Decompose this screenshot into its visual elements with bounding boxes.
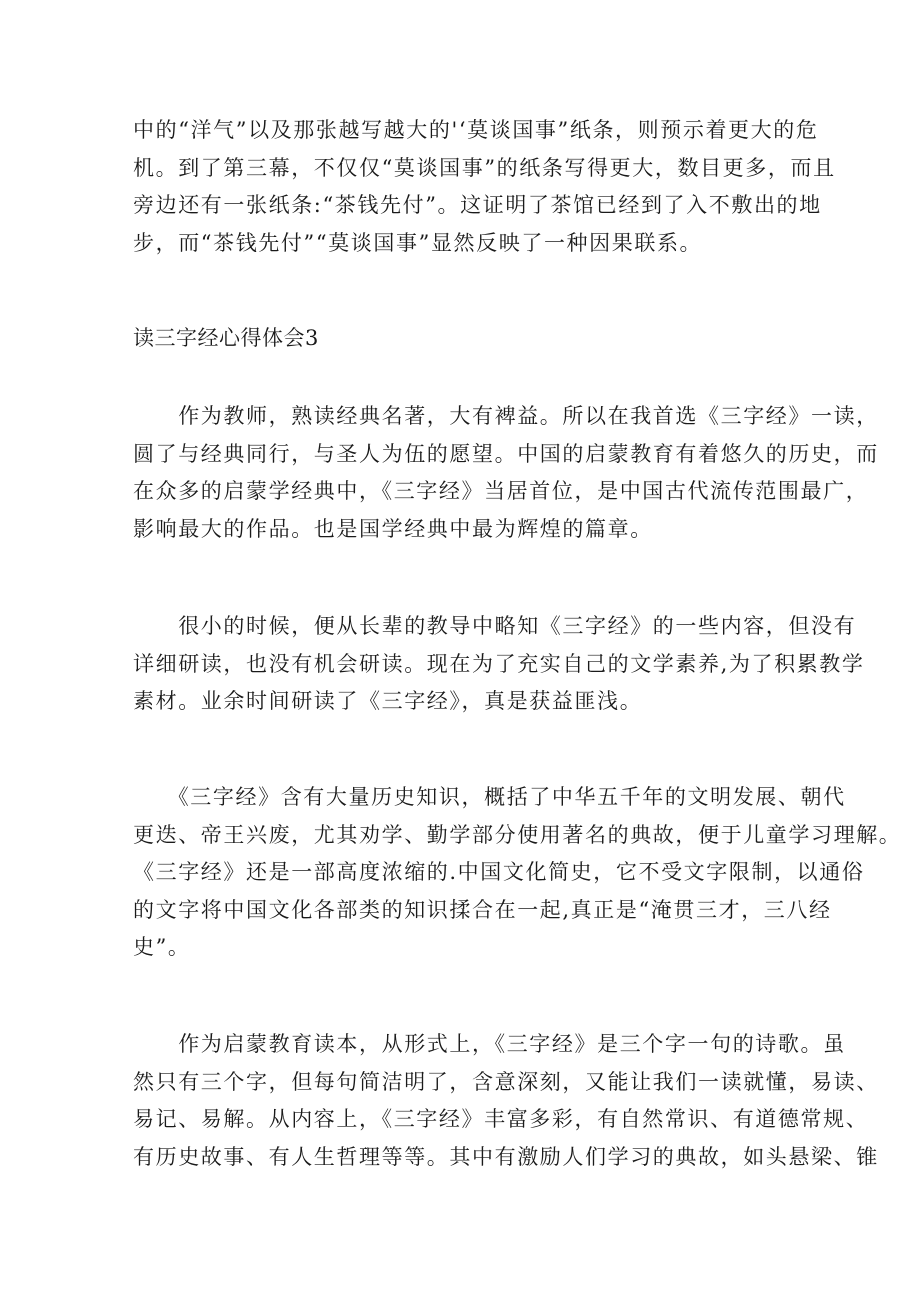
text-line: 的文字将中国文化各部类的知识揉合在一起,真正是“淹贯三才，三八经 <box>133 897 832 922</box>
text-line: 易记、易解。从内容上，《三字经》丰富多彩，有自然常识、有道德常规、 <box>133 1107 869 1131</box>
paragraph-history <box>133 779 902 967</box>
text-line: 《三字经》含有大量历史知识，概括了中华五千年的文明发展、朝代 <box>133 785 846 809</box>
text-line: 然只有三个字，但每句简洁明了，含意深刻，又能让我们一读就懂，易读、 <box>133 1069 879 1094</box>
text-line: 有历史故事、有人生哲理等等。其中有激励人们学习的典故，如头悬梁、锥 <box>133 1144 879 1169</box>
text-line: 步，而“茶钱先付”“莫谈国事”显然反映了一种因果联系。 <box>133 230 703 255</box>
text-line: 史”。 <box>133 935 191 959</box>
paragraph-teacher <box>133 398 879 548</box>
section-heading: 读三字经心得体会3 <box>133 326 319 350</box>
text-line: 更迭、帝王兴废，尤其劝学、勤学部分使用著名的典故，便于儿童学习理解。 <box>133 822 902 847</box>
text-line: 素材。业余时间研读了《三字经》，真是获益匪浅。 <box>133 689 643 713</box>
text-line: 中的“洋气”以及那张越写越大的'‘莫谈国事”纸条，则预示着更大的危 <box>133 118 819 142</box>
text-line: 在众多的启蒙学经典中，《三字经》当居首位，是中国古代流传范围最广， <box>133 479 869 503</box>
text-line: 机。到了第三幕，不仅仅“莫谈国事”的纸条写得更大，数目更多，而且 <box>133 155 836 180</box>
text-line: 作为教师，熟读经典名著，大有裨益。所以在我首选《三字经》一读， <box>133 404 879 428</box>
text-line: 很小的时候，便从长辈的教导中略知《三字经》的一些内容，但没有 <box>133 614 857 638</box>
text-line: 旁边还有一张纸条:“茶钱先付”。这证明了茶馆已经到了入不敷出的地 <box>133 193 822 217</box>
paragraph-childhood <box>133 608 865 721</box>
text-line: 圆了与经典同行，与圣人为伍的愿望。中国的启蒙教育有着悠久的历史，而 <box>133 441 879 466</box>
paragraph-teahouse <box>133 112 836 262</box>
text-line: 影响最大的作品。也是国学经典中最为辉煌的篇章。 <box>133 516 653 541</box>
text-line: 作为启蒙教育读本，从形式上，《三字经》是三个字一句的诗歌。虽 <box>133 1032 846 1056</box>
paragraph-form <box>133 1026 879 1176</box>
text-line: 《三字经》还是一部高度浓缩的.中国文化简史，它不受文字限制，以通俗 <box>133 860 865 884</box>
text-line: 详细研读，也没有机会研读。现在为了充实自己的文学素养,为了积累教学 <box>133 651 865 676</box>
